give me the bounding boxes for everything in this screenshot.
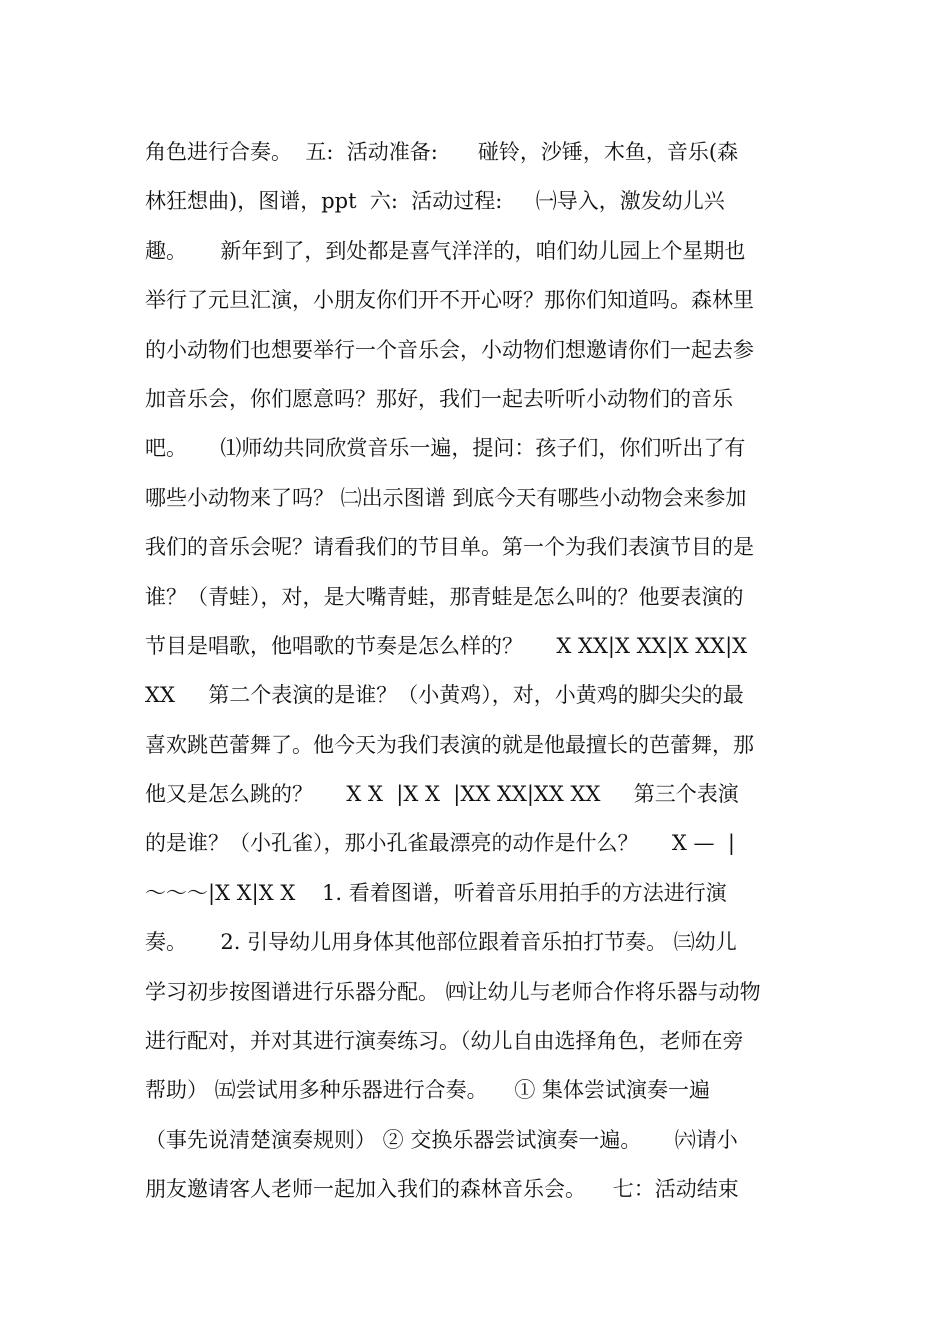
text-line: 趣。 新年到了，到处都是喜气洋洋的，咱们幼儿园上个星期也 xyxy=(145,238,746,263)
text-line: 角色进行合奏。 五: 活动准备: 碰铃，沙锤，木鱼，音乐(森 xyxy=(145,140,739,164)
text-line: 朋友邀请客人老师一起加入我们的森林音乐会。 七：活动结束 xyxy=(145,1177,739,1202)
text-line: 谁？（青蛙），对，是大嘴青蛙，那青蛙是怎么叫的？他要表演的 xyxy=(145,584,744,609)
text-line: 喜欢跳芭蕾舞了。他今天为我们表演的就是他最擅长的芭蕾舞，那 xyxy=(145,732,754,757)
text-line: 我们的音乐会呢？请看我们的节目单。第一个为我们表演节目的是 xyxy=(145,535,754,560)
text-line: ～～～|X X|X X 1. 看着图谱，听着音乐用拍手的方法进行演 xyxy=(145,880,727,905)
text-line: 举行了元旦汇演，小朋友你们开不开心呀？那你们知道吗。森林里 xyxy=(145,288,754,313)
text-line: 的是谁？（小孔雀），那小孔雀最漂亮的动作是什么？ X — | xyxy=(145,831,735,856)
text-line: 他又是怎么跳的？ X X |X X |XX XX|XX XX 第三个表演 xyxy=(145,782,739,807)
text-line: 奏。 2. 引导幼儿用身体其他部位跟着音乐拍打节奏。 ㈢幼儿 xyxy=(145,930,737,955)
text-line: 的小动物们也想要举行一个音乐会，小动物们想邀请你们一起去参 xyxy=(145,337,754,362)
text-line: （事先说清楚演奏规则） ② 交换乐器尝试演奏一遍。 ㈥请小 xyxy=(145,1127,738,1152)
text-line: 加音乐会，你们愿意吗？那好，我们一起去听听小动物们的音乐 xyxy=(145,386,733,411)
text-line: 林狂想曲)，图谱，ppt 六: 活动过程: ㈠导入，激发幼儿兴 xyxy=(145,189,725,214)
text-line: 进行配对，并对其进行演奏练习。（幼儿自由选择角色，老师在旁 xyxy=(145,1029,744,1054)
text-line: 哪些小动物来了吗？ ㈡出示图谱 到底今天有哪些小动物会来参加 xyxy=(145,485,747,510)
text-line: 吧。 ⑴师幼共同欣赏音乐一遍，提问：孩子们，你们听出了有 xyxy=(145,436,746,461)
text-line: XX 第二个表演的是谁？（小黄鸡），对，小黄鸡的脚尖尖的最 xyxy=(145,683,744,708)
text-line: 帮助） ㈤尝试用多种乐器进行合奏。 ① 集体尝试演奏一遍 xyxy=(145,1078,711,1103)
body-text xyxy=(145,133,810,1220)
text-line: 节目是唱歌，他唱歌的节奏是怎么样的？ X XX|X XX|X XX|X xyxy=(145,633,748,658)
text-line: 学习初步按图谱进行乐器分配。 ㈣让幼儿与老师合作将乐器与动物 xyxy=(145,979,761,1004)
